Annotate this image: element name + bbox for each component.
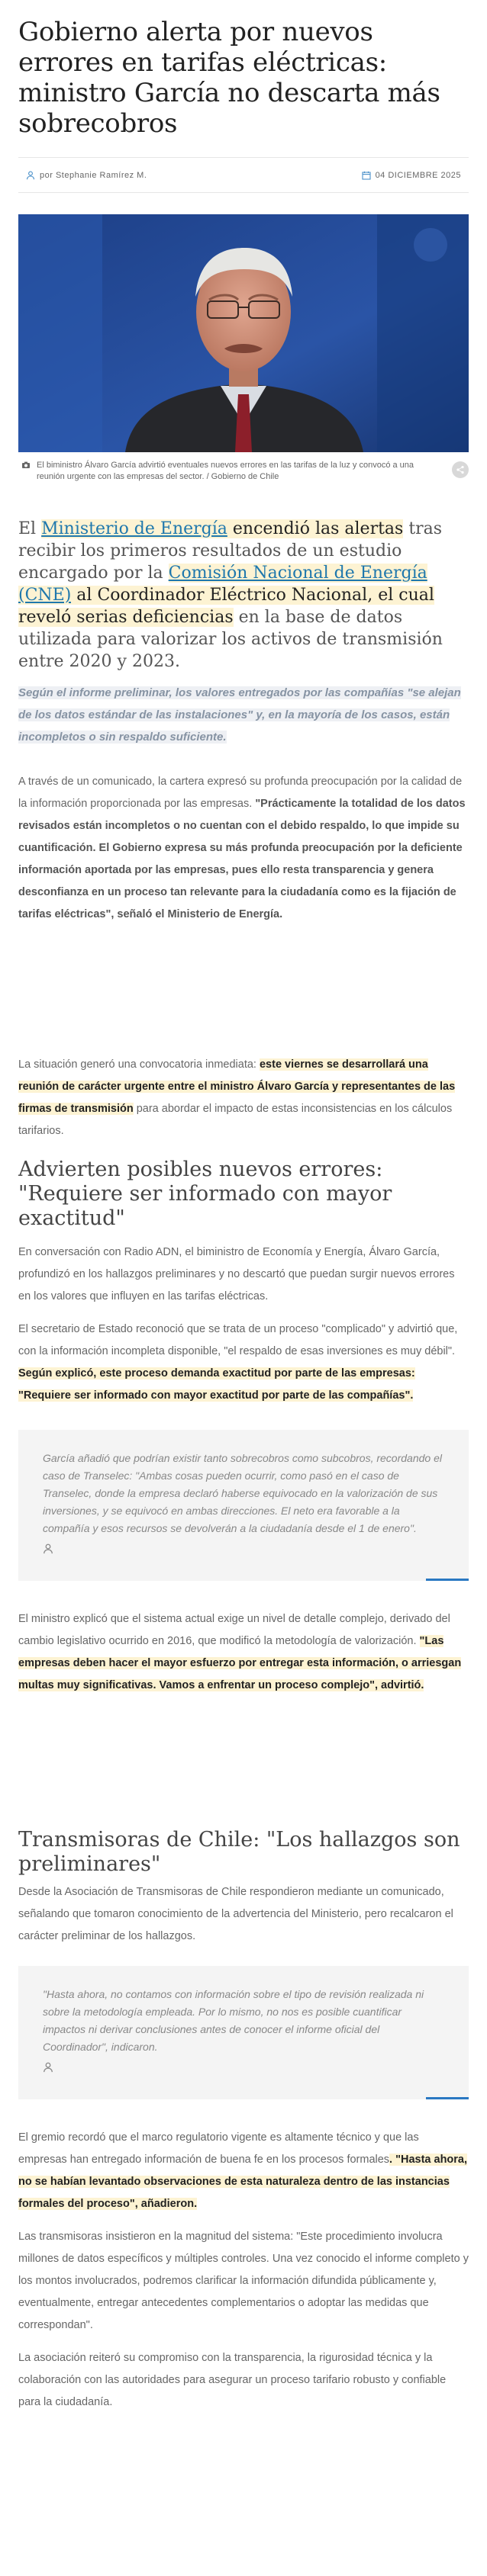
paragraph-6: Desde la Asociación de Transmisoras de Chile respondieron mediante un comunicado, señalando que tomaron conocimiento de la advertencia del Ministerio, pero recalcaron el carácter preliminar de los hallazgos. — [18, 1886, 453, 1942]
photo-caption — [18, 452, 469, 483]
paragraph-4-text: El secretario de Estado reconoció que se trata de un proceso "complicado" y advirtió que, con la información incompleta disponible, "el respaldo de esas inversiones es muy débil". — [18, 1323, 458, 1357]
cne-link[interactable]: Comisión Nacional de Energía (CNE) — [18, 564, 427, 605]
person-icon — [43, 1543, 53, 1554]
paragraph-7-text: El gremio recordó que el marco regulatorio vigente es altamente técnico y que las empresas han entregado información de buena fe en los procesos formales — [18, 2131, 419, 2166]
ad-space-2 — [0, 1697, 487, 1828]
paragraph-2-text-1: La situación generó una convocatoria inmediata: — [18, 1058, 260, 1071]
paragraph-5 — [18, 1608, 469, 1697]
blockquote-accent-bar — [426, 1579, 469, 1581]
paragraph-4-highlight: Según explicó, este proceso demanda exactitud por parte de las empresas: "Requiere ser informado con mayor exactitud por parte de las compañías". — [18, 1367, 415, 1402]
article-lead — [18, 518, 469, 673]
paragraph-7-highlight: . "Hasta ahora, no se habían levantado observaciones de esta naturaleza dentro de las instancias formales del proceso", añadieron. — [18, 2154, 468, 2210]
article-figure — [18, 214, 469, 483]
paragraph-1-bold: "Prácticamente la totalidad de los datos revisados están incompletos o no cuentan con el debido respaldo, lo que impide su cuantificación. El Gobierno expresa su más profunda preocupación por la deficiente información aportada por las empresas, pues ello resta transparencia y genera desconfianza en un proceso tan relevante para la ciudadanía como es la fijación de tarifas eléctricas", señaló el Ministerio de Energía. — [18, 798, 466, 920]
paragraph-3: En conversación con Radio ADN, el biministro de Economía y Energía, Álvaro García, profundizó en los hallazgos preliminares y no descartó que puedan surgir nuevos errores en los valores que influyen en las tarifas eléctricas. — [18, 1246, 455, 1302]
share-button[interactable] — [452, 461, 469, 478]
blockquote-2-text: "Hasta ahora, no contamos con información sobre el tipo de revisión realizada ni sobre la metodología empleada. Por lo mismo, no nos es posible cuantificar impactos ni derivar conclusiones antes de conocer el informe oficial del Coordinador", indicaron. — [43, 1988, 424, 2053]
ministerio-energia-link[interactable]: Ministerio de Energía — [41, 519, 227, 538]
lead-text-2: tras recibir los primeros resultados de un estudio encargado por la — [18, 519, 443, 583]
person-icon — [43, 2062, 53, 2073]
paragraph-8: Las transmisoras insistieron en la magnitud del sistema: "Este procedimiento involucra millones de datos específicos y múltiples controles. Una vez conocido el informe completo y los montos involucrados, podremos clarificar la información difundida públicamente y, eventualmente, entregar antecedentes complementarios o adoptar las medidas que correspondan". — [18, 2231, 469, 2331]
paragraph-5-highlight: "Las empresas deben hacer el mayor esfuerzo por entregar esta información, o arriesgan multas muy significativas. Vamos a enfrentar un proceso complejo", advirtió. — [18, 1635, 462, 1691]
share-icon — [456, 465, 465, 474]
paragraph-4 — [18, 1319, 469, 1407]
lead-highlight-1: encendió las alertas — [227, 519, 404, 538]
paragraph-2-highlight: este viernes se desarrollará una reunión de carácter urgente entre el ministro Álvaro García y representantes de las firmas de transmisión — [18, 1058, 456, 1115]
camera-icon — [21, 461, 31, 470]
subheading-2: Transmisoras de Chile: "Los hallazgos son preliminares" — [18, 1828, 460, 1876]
paragraph-1-text: A través de un comunicado, la cartera expresó su profunda preocupación por la calidad de la información proporcionada por las empresas. — [18, 776, 463, 810]
paragraph-2-text-2: para abordar el impacto de estas inconsistencias en los cálculos tarifarios. — [18, 1103, 453, 1137]
lead-text-3: en la base de datos utilizada para valorizar los activos de transmisión entre 2020 y 2023. — [18, 608, 443, 671]
author-byline[interactable] — [18, 171, 154, 180]
blockquote-accent-bar — [426, 2097, 469, 2099]
blockquote-1 — [18, 1430, 469, 1581]
paragraph-9: La asociación reiteró su compromiso con la transparencia, la rigurosidad técnica y la colaboración con las autoridades para asegurar un proceso tarifario robusto y confiable para la ciudadanía. — [18, 2352, 447, 2408]
lead-quote — [18, 682, 469, 748]
lead-quote-text: Según el informe preliminar, los valores entregados por las compañías "se alejan de los datos estándar de las instalaciones" y, en la mayoría de los casos, están incompletos o sin respaldo suficiente. — [18, 686, 461, 744]
publish-date-text: 04 DICIEMBRE 2025 — [375, 170, 461, 180]
person-icon — [26, 171, 35, 180]
publish-date — [354, 171, 469, 180]
paragraph-1 — [18, 771, 469, 926]
calendar-icon — [362, 171, 371, 180]
author-name: por Stephanie Ramírez M. — [40, 170, 147, 180]
minister-photo — [18, 214, 469, 452]
blockquote-2 — [18, 1966, 469, 2099]
paragraph-7 — [18, 2127, 469, 2215]
lead-text-1: El — [18, 519, 42, 538]
caption-text: El biministro Álvaro García advirtió eventuales nuevos errores en las tarifas de la luz y convocó a una reunión urgente con las empresas del sector. / Gobierno de Chile — [37, 461, 414, 481]
paragraph-5-text: El ministro explicó que el sistema actual exige un nivel de detalle complejo, derivado del cambio legislativo ocurrido en 2016, que modificó la metodología de valorización. — [18, 1613, 450, 1647]
article-meta — [18, 157, 469, 193]
blockquote-1-text: García añadió que podrían existir tanto sobrecobros como subcobros, recordando el caso de Transelec: "Ambas cosas pueden ocurrir, como pasó en el caso de Transelec, donde la empresa declaró haberse equivocado en la valorización de sus inversiones, y se equivocó en ambas direcciones. El neto era favorable a la compañía y esos recursos se devolverán a la ciudadanía desde el 1 de enero". — [43, 1452, 442, 1534]
subheading-1: Advierten posibles nuevos errores: "Requiere ser informado con mayor exactitud" — [18, 1158, 392, 1230]
paragraph-2 — [18, 1054, 469, 1142]
article-title: Gobierno alerta por nuevos errores en tarifas eléctricas: ministro García no descarta más sobrecobros — [18, 17, 440, 139]
lead-highlight-2: al Coordinador Eléctrico Nacional, el cual reveló serias deficiencias — [18, 586, 434, 627]
ad-space-1 — [0, 926, 487, 1036]
